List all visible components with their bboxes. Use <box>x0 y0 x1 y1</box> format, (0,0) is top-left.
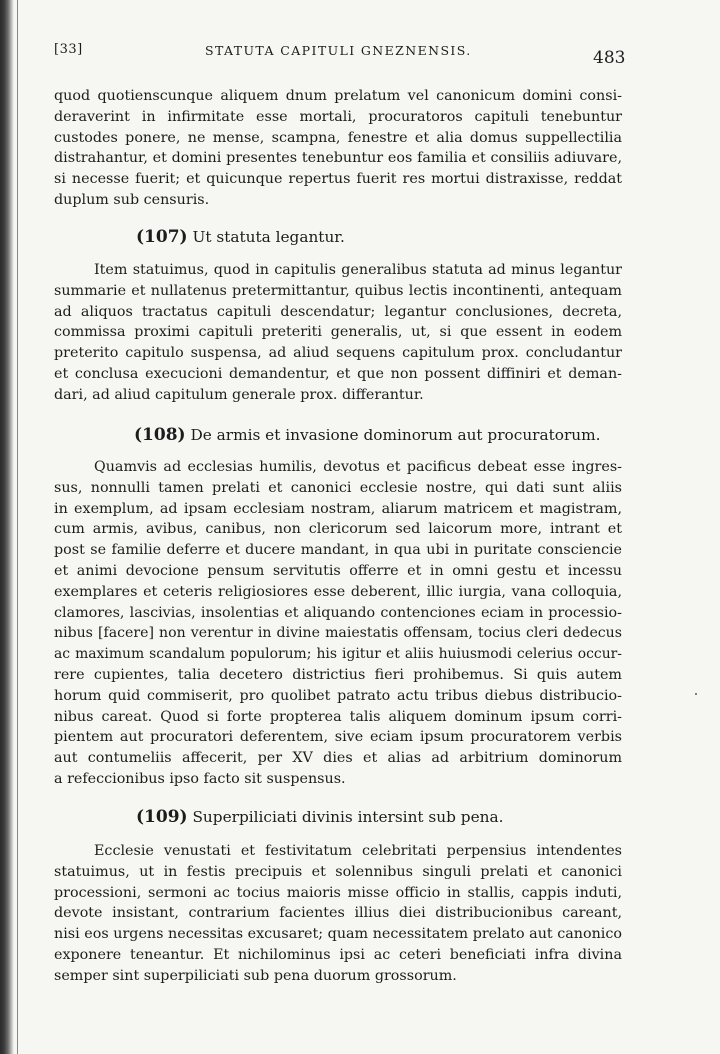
text-line: horum quid commiserit, pro quolibet patrato actu tribus diebus distribucio- <box>54 687 622 704</box>
section-number: (108) <box>134 425 186 445</box>
text-line: nisi eos urgens necessitas excusaret; quam necessitatem prelato aut canonico <box>54 926 622 943</box>
text-line: duplum sub censuris. <box>54 191 210 208</box>
text-line: Quamvis ad ecclesias humilis, devotus et pacificus debeat esse ingres- <box>94 459 622 475</box>
text-line: exemplares et ceteris religiosiores esse deberent, illic iurgia, vana colloquia, <box>54 583 622 600</box>
text-line: ac maximum scandalum populorum; his igitur et aliis huiusmodi celerius occur- <box>54 646 622 663</box>
scan-speck <box>695 693 697 695</box>
text-line: aut contumeliis affecerit, per XV dies et alias ad arbitrium dominorum <box>54 750 622 767</box>
text-line: ad aliquos tractatus capituli descendatur; legantur conclusiones, decreta, <box>54 303 622 320</box>
text-line: Ecclesie venustati et festivitatum celebritati perpensius intendentes <box>94 843 622 859</box>
text-line: nibus careat. Quod si forte propterea talis aliquem dominum ipsum corri- <box>54 708 622 725</box>
section-title: Superpiliciati divinis intersint sub pena. <box>192 808 504 826</box>
text-line: Item statuimus, quod in capitulis generalibus statuta ad minus legantur <box>94 262 622 278</box>
intro-paragraph <box>54 86 622 211</box>
text-line: exponere teneantur. Et nichilominus ipsi ac ceteri beneficiati infra divina <box>54 946 622 963</box>
text-line: pientem aut procuratori deferentem, sive eciam ipsum procuratorem verbis <box>54 729 622 746</box>
text-line: processioni, sermoni ac tocius maioris misse officio in stallis, cappis induti, <box>54 884 622 901</box>
text-line: nibus [facere] non verentur in divine maiestatis offensam, tocius cleri dedecus <box>54 625 622 642</box>
text-line: in exemplum, ad ipsam ecclesiam nostram, aliarum matricem et magistram, <box>54 500 622 517</box>
text-line: sus, nonnulli tamen prelati et canonici ecclesie nostre, qui dati sunt aliis <box>54 479 622 496</box>
section-marker: [33] <box>54 42 83 57</box>
running-title: STATUTA CAPITULI GNEZNENSIS. <box>205 43 472 58</box>
text-line: si necesse fuerit; et quicunque repertus fuerit res mortui distraxisse, reddat <box>54 171 622 188</box>
section-body-108 <box>54 457 622 790</box>
page-number: 483 <box>593 48 626 68</box>
text-line: semper sint superpiliciati sub pena duorum grossorum. <box>54 967 457 984</box>
text-line: summarie et nullatenus pretermittantur, quibus lectis incontinenti, antequam <box>54 282 622 299</box>
text-line: rere cupientes, talia decetero districtius fieri prohibemus. Si quis autem <box>54 666 622 683</box>
section-body-109 <box>54 841 622 987</box>
text-line: a refeccionibus ipso facto sit suspensus. <box>54 770 346 787</box>
book-binding-edge <box>0 0 14 1054</box>
text-line: distrahantur, et domini presentes tenebuntur eos familia et consiliis adiuvare, <box>54 150 622 167</box>
text-line: post se familie deferre et ducere mandant, in qua ubi in puritate consciencie <box>54 542 622 559</box>
section-heading-107 <box>136 227 345 247</box>
text-line: dari, ad aliud capitulum generale prox. differantur. <box>54 386 424 403</box>
text-line: devote insistant, contrarium facientes illius diei distribucionibus careant, <box>54 905 622 922</box>
section-heading-108 <box>134 425 601 445</box>
text-line: quod quotienscunque aliquem dnum prelatum vel canonicum domini consi- <box>54 88 622 104</box>
section-number: (107) <box>136 227 188 247</box>
running-head <box>0 42 720 72</box>
section-title: De armis et invasione dominorum aut procuratorum. <box>190 426 601 444</box>
text-line: et animi devocione pensum servitutis offerre et in omni gestu et incessu <box>54 562 622 579</box>
text-line: cum armis, avibus, canibus, non clericorum sed laicorum more, intrant et <box>54 521 622 538</box>
text-line: statuimus, ut in festis precipuis et solennibus singuli prelati et canonici <box>54 863 622 880</box>
text-line: custodes ponere, ne mense, scampna, fenestre et alia domus suppellectilia <box>54 129 622 146</box>
section-body-107 <box>54 260 622 406</box>
text-line: preterito capitulo suspensa, ad aliud sequens capitulum prox. concludantur <box>54 345 622 362</box>
section-heading-109 <box>136 807 503 827</box>
text-line: commissa proximi capituli preteriti generalis, ut, si que essent in eodem <box>54 324 622 341</box>
section-title: Ut statuta legantur. <box>192 228 345 246</box>
text-line: clamores, lascivias, insolentias et aliquando contenciones eciam in processio- <box>54 604 622 621</box>
binding-shadow-line <box>17 0 18 1054</box>
section-number: (109) <box>136 807 188 827</box>
text-line: deraverint in infirmitate esse mortali, procuratoros capituli tenebuntur <box>54 108 622 125</box>
text-line: et conclusa execucioni demandentur, et que non possent diffiniri et deman- <box>54 365 622 382</box>
